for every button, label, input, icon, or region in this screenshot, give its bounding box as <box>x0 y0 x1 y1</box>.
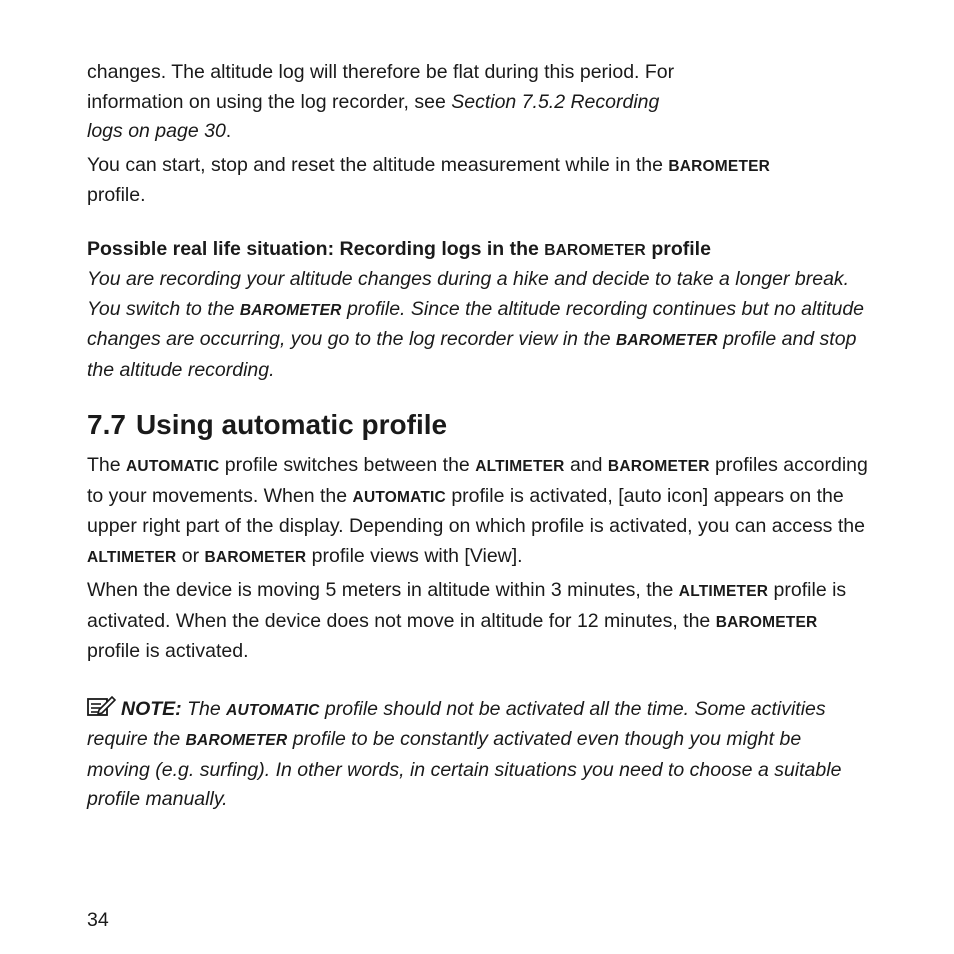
situation-text: You are recording your altitude changes during a hike and decide to take a longer break. You switch to the <box>87 268 850 320</box>
section-heading <box>87 407 869 443</box>
intro-text: changes. The altitude log will therefore be flat during this period. For <box>87 61 675 83</box>
intro-text: . <box>225 120 232 142</box>
body-text: or <box>176 544 205 567</box>
profile-name: BAROMETER <box>615 332 718 349</box>
note-label: NOTE: <box>121 697 182 720</box>
situation-paragraph <box>87 265 869 385</box>
profile-name: ALTIMETER <box>678 583 769 600</box>
profile-name: BAROMETER <box>239 301 342 319</box>
body-text: profiles according to your movements. When the <box>87 454 868 507</box>
profile-name: BAROMETER <box>204 548 307 566</box>
situation-text: profile and stop the altitude recording. <box>87 328 857 381</box>
section-paragraph-2 <box>87 576 869 667</box>
heading-text: profile <box>645 237 711 260</box>
body-text: profile is activated. When the device does not move in altitude for 12 minutes, the <box>87 579 847 632</box>
profile-name: AUTOMATIC <box>226 701 320 719</box>
profile-name: BAROMETER <box>715 613 818 631</box>
manual-page <box>87 58 869 819</box>
profile-name: BAROMETER <box>668 157 771 175</box>
note-text: The <box>181 697 227 720</box>
body-text: profile is activated. <box>87 640 249 662</box>
situation-text: profile. Since the altitude recording continues but no altitude changes are occurring, you go to the log recorder view in the <box>87 297 865 350</box>
profile-name: BAROMETER <box>607 458 710 475</box>
body-text: The <box>87 454 127 476</box>
profile-name: ALTIMETER <box>475 458 565 475</box>
body-text: profile is activated, [auto icon] appears on the upper right part of the display. Depending on which profile is activated, you can access the <box>87 484 865 537</box>
heading-text: Possible real life situation: Recording logs in the <box>87 237 545 260</box>
body-text: profile switches between the <box>219 454 476 476</box>
section-reference: logs on page 30 <box>87 120 226 142</box>
profile-name: BAROMETER <box>185 732 288 749</box>
body-text: and <box>564 454 608 476</box>
note-text: profile should not be activated all the time. Some activities require the <box>87 697 826 750</box>
body-text: profile views with [View]. <box>306 544 523 567</box>
section-reference: Section 7.5.2 Recording <box>451 90 660 113</box>
note-pencil-icon <box>87 695 117 715</box>
intro-text: information on using the log recorder, see <box>87 90 452 113</box>
section-paragraph-1 <box>87 451 869 572</box>
profile-name: AUTOMATIC <box>352 488 446 506</box>
profile-name: ALTIMETER <box>87 548 177 566</box>
section-number: 7.7 <box>87 409 126 440</box>
profile-name: AUTOMATIC <box>126 458 220 475</box>
page-number: 34 <box>87 909 109 931</box>
intro-text: profile. <box>87 184 146 206</box>
intro-paragraph-2 <box>87 151 869 211</box>
intro-text: You can start, stop and reset the altitude measurement while in the <box>87 153 669 176</box>
profile-name: BAROMETER <box>544 241 646 259</box>
note-block <box>87 695 869 815</box>
section-title: Using automatic profile <box>135 409 448 440</box>
body-text: When the device is moving 5 meters in altitude within 3 minutes, the <box>87 579 679 601</box>
intro-paragraph-1 <box>87 58 869 147</box>
situation-heading <box>87 235 869 266</box>
note-text: profile to be constantly activated even though you might be moving (e.g. surfing). In other words, in certain situations you need to choose a suitable profile manually. <box>87 728 842 810</box>
